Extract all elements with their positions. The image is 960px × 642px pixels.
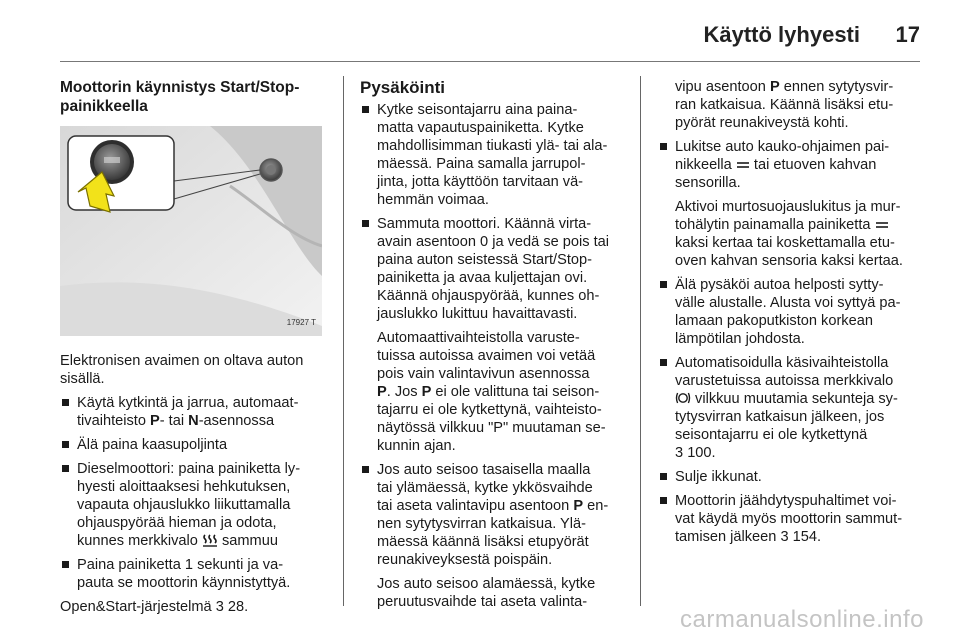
page-link[interactable]: 154.	[792, 529, 822, 545]
bullet-icon	[660, 473, 667, 480]
column-divider-right	[640, 76, 641, 606]
column-divider-left	[343, 76, 344, 606]
automatic-transmission-note: Automaattivaihteistolla varuste- tuissa autoissa avaimen voi vetää pois vain valintavivun asennossa P. Jos P ei ole valittuna tai seison- tajarru ei ole kytkettynä, vaihteisto- näytössä vilkkuu "P" muutaman se- kunnin ajan.	[377, 330, 606, 454]
cross-reference-open-start: Open&Start-järjestelmä 3 28.	[60, 599, 249, 615]
dashboard-illustration	[60, 126, 322, 336]
page-link[interactable]: 100.	[687, 445, 716, 461]
column-start-stop	[60, 78, 328, 622]
bullet-press-button: Paina painiketta 1 sekunti ja va- pauta se moottorin käynnistyttyä.	[60, 556, 328, 592]
lock-button-icon	[875, 219, 889, 231]
page-title: Käyttö lyhyesti	[703, 22, 860, 47]
start-button-photo	[60, 126, 322, 336]
bullet-cooling-fans: Moottorin jäähdytyspuhaltimet voi- vat käydä myös moottorin sammut- tamisen jälkeen 3 154.	[658, 492, 926, 546]
bullet-no-accelerator: Älä paina kaasupoljinta	[60, 436, 328, 454]
bullet-level-ground: Jos auto seisoo tasaisella maalla tai ylämäessä, kytke ykkösvaihde tai aseta valintavipu asentoon P en- nen sytytysvirran katkaisua. Ylä- mäessä käännä lisäksi etupyörät reunakiveyksestä poispäin.	[360, 461, 628, 569]
bullet-flammable-surface: Älä pysäköi autoa helposti sytty- välle alustalle. Alusta voi syttyä pa- lamaan pakoputkiston korkean lämpötilan johdosta.	[658, 276, 926, 348]
image-caption: 17927 T	[286, 318, 316, 327]
section-heading-start-stop: Moottorin käynnistys Start/Stop- painikkeella	[60, 79, 300, 115]
bullet-icon	[62, 399, 69, 406]
intro-text: Elektronisen avaimen on oltava auton sisällä.	[60, 353, 304, 387]
column-parking	[360, 78, 628, 617]
lock-button-icon	[736, 159, 750, 171]
bullet-icon	[660, 281, 667, 288]
header-rule	[60, 61, 920, 62]
bullet-automated-manual: Automatisoidulla käsivaihteistolla varustetuissa autoissa merkkivalo vilkkuu muutamia sekunteja sy- tytysvirran katkaisun jälkeen, jos seisontajarru ei ole kytkettynä 3 100.	[658, 354, 926, 462]
bullet-parking-brake: Kytke seisontajarru aina paina- matta vapautuspainiketta. Kytke mahdollisimman tiukasti ylä- tai ala- mäessä. Paina samalla jarrupol- jinta, jotta käyttöön tarvitaan vä- hemmän voimaa.	[360, 101, 628, 209]
reference-arrow-icon: 3	[215, 599, 224, 615]
downhill-note-continued: vipu asentoon P ennen sytytysvir- ran katkaisua. Käännä lisäksi etu- pyörät reunakiveystä kohti.	[675, 79, 894, 131]
bullet-icon	[62, 441, 69, 448]
glow-plug-icon	[202, 533, 218, 547]
bullet-icon	[362, 220, 369, 227]
bullet-close-windows: Sulje ikkunat.	[658, 468, 926, 486]
bullet-icon	[660, 359, 667, 366]
column-parking-continued	[658, 78, 926, 552]
bullet-icon	[660, 497, 667, 504]
bullet-icon	[362, 466, 369, 473]
section-heading-parking: Pysäköinti	[360, 78, 446, 97]
page-header	[60, 22, 920, 52]
bullet-icon	[62, 465, 69, 472]
bullet-lock-vehicle: Lukitse auto kauko-ohjaimen pai- nikkeella tai etuoven kahvan sensorilla.	[658, 138, 926, 192]
parking-brake-warning-icon	[675, 391, 691, 405]
downhill-note: Jos auto seisoo alamäessä, kytke peruutusvaihde tai aseta valinta-	[377, 576, 596, 610]
watermark: carmanualsonline.info	[680, 606, 924, 633]
bullet-icon	[660, 143, 667, 150]
bullet-icon	[62, 561, 69, 568]
bullet-engine-off: Sammuta moottori. Käännä virta- avain asentoon 0 ja vedä se pois tai paina auton seistessä Start/Stop- painiketta ja avaa kuljettajan ovi. Käännä ohjauspyörää, kunnes oh- jauslukko lukittuu havaittavasti.	[360, 215, 628, 323]
anti-theft-note: Aktivoi murtosuojauslukitus ja mur- tohälytin painamalla painiketta kaksi kertaa tai koskettamalla etu- oven kahvan sensoria kaksi kertaa.	[675, 199, 903, 269]
reference-arrow-icon: 3	[675, 445, 684, 461]
page-number: 17	[895, 22, 920, 47]
page-link[interactable]: 28.	[227, 599, 249, 615]
bullet-icon	[362, 106, 369, 113]
bullet-clutch-brake: Käytä kytkintä ja jarrua, automaat- tivaihteisto P- tai N-asennossa	[60, 394, 328, 430]
bullet-diesel: Dieselmoottori: paina painiketta ly- hyesti aloittaaksesi hehkutuksen, vapauta ohjauslukko liikuttamalla ohjauspyörää hieman ja odota, kunnes merkkivalo sammuu	[60, 460, 328, 550]
reference-arrow-icon: 3	[780, 529, 789, 545]
